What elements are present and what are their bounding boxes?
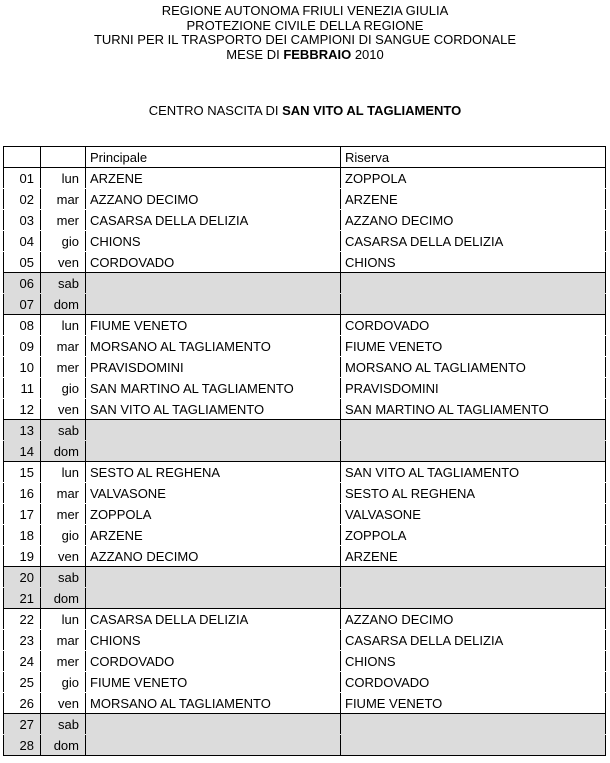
document-header: [0, 4, 610, 62]
cell-weekday: lun: [41, 609, 86, 630]
table-row: [4, 252, 606, 273]
cell-principale: [86, 567, 341, 588]
cell-weekday: sab: [41, 420, 86, 441]
table-row: [4, 231, 606, 252]
cell-weekday: gio: [41, 672, 86, 693]
cell-weekday: ven: [41, 693, 86, 714]
cell-riserva: CHIONS: [341, 252, 606, 273]
cell-day-number: 28: [4, 735, 41, 756]
cell-day-number: 14: [4, 441, 41, 462]
cell-principale: FIUME VENETO: [86, 315, 341, 336]
header-region: REGIONE AUTONOMA FRIULI VENEZIA GIULIA: [161, 3, 449, 18]
cell-principale: SAN MARTINO AL TAGLIAMENTO: [86, 378, 341, 399]
cell-day-number: 20: [4, 567, 41, 588]
cell-day-number: 08: [4, 315, 41, 336]
cell-day-number: 05: [4, 252, 41, 273]
cell-principale: [86, 420, 341, 441]
table-row: [4, 504, 606, 525]
cell-weekday: sab: [41, 273, 86, 294]
birth-center-prefix: CENTRO NASCITA DI: [148, 103, 283, 118]
cell-day-number: 13: [4, 420, 41, 441]
cell-day-number: 02: [4, 189, 41, 210]
table-row: [4, 210, 606, 231]
header-department: PROTEZIONE CIVILE DELLA REGIONE: [186, 17, 424, 33]
cell-day-number: 10: [4, 357, 41, 378]
cell-weekday: sab: [41, 567, 86, 588]
cell-day-number: 17: [4, 504, 41, 525]
cell-principale: PRAVISDOMINI: [86, 357, 341, 378]
cell-principale: [86, 294, 341, 315]
birth-center-title: [0, 103, 610, 118]
cell-weekday: lun: [41, 168, 86, 189]
cell-riserva: VALVASONE: [341, 504, 606, 525]
header-cell-day: [41, 147, 86, 168]
table-row: [4, 378, 606, 399]
cell-day-number: 26: [4, 693, 41, 714]
cell-riserva: [341, 735, 606, 756]
cell-day-number: 21: [4, 588, 41, 609]
cell-principale: [86, 441, 341, 462]
header-month: FEBBRAIO: [283, 46, 352, 62]
table-row: [4, 189, 606, 210]
cell-weekday: ven: [41, 546, 86, 567]
table-header-row: [4, 147, 606, 168]
cell-riserva: FIUME VENETO: [341, 336, 606, 357]
cell-weekday: ven: [41, 399, 86, 420]
cell-weekday: lun: [41, 315, 86, 336]
cell-day-number: 03: [4, 210, 41, 231]
table-row: [4, 651, 606, 672]
cell-riserva: ARZENE: [341, 546, 606, 567]
cell-principale: CHIONS: [86, 630, 341, 651]
cell-principale: [86, 588, 341, 609]
cell-weekday: mer: [41, 357, 86, 378]
cell-principale: CORDOVADO: [86, 651, 341, 672]
table-row: [4, 399, 606, 420]
table-row: [4, 672, 606, 693]
cell-principale: MORSANO AL TAGLIAMENTO: [86, 336, 341, 357]
table-row: [4, 357, 606, 378]
table-row: [4, 420, 606, 441]
cell-day-number: 06: [4, 273, 41, 294]
cell-riserva: CORDOVADO: [341, 315, 606, 336]
cell-day-number: 24: [4, 651, 41, 672]
cell-riserva: [341, 588, 606, 609]
cell-principale: SESTO AL REGHENA: [86, 462, 341, 483]
cell-day-number: 19: [4, 546, 41, 567]
cell-day-number: 16: [4, 483, 41, 504]
table-row: [4, 525, 606, 546]
cell-day-number: 09: [4, 336, 41, 357]
cell-weekday: mar: [41, 189, 86, 210]
cell-weekday: mar: [41, 336, 86, 357]
cell-riserva: SAN VITO AL TAGLIAMENTO: [341, 462, 606, 483]
cell-weekday: mer: [41, 504, 86, 525]
cell-day-number: 15: [4, 462, 41, 483]
table-row: [4, 693, 606, 714]
cell-principale: ZOPPOLA: [86, 504, 341, 525]
cell-principale: AZZANO DECIMO: [86, 546, 341, 567]
header-month-line: [0, 48, 610, 63]
cell-riserva: FIUME VENETO: [341, 693, 606, 714]
cell-riserva: SESTO AL REGHENA: [341, 483, 606, 504]
cell-principale: CASARSA DELLA DELIZIA: [86, 210, 341, 231]
cell-weekday: mer: [41, 210, 86, 231]
header-month-prefix: MESE DI: [226, 46, 284, 62]
cell-principale: CASARSA DELLA DELIZIA: [86, 609, 341, 630]
header-cell-num: [4, 147, 41, 168]
cell-riserva: ZOPPOLA: [341, 525, 606, 546]
table-row: [4, 714, 606, 735]
table-row: [4, 441, 606, 462]
cell-principale: CORDOVADO: [86, 252, 341, 273]
cell-weekday: sab: [41, 714, 86, 735]
table-row: [4, 588, 606, 609]
cell-riserva: AZZANO DECIMO: [341, 210, 606, 231]
cell-riserva: MORSANO AL TAGLIAMENTO: [341, 357, 606, 378]
header-cell-riserva: Riserva: [341, 147, 606, 168]
cell-riserva: SAN MARTINO AL TAGLIAMENTO: [341, 399, 606, 420]
cell-riserva: [341, 273, 606, 294]
cell-riserva: ARZENE: [341, 189, 606, 210]
table-row: [4, 546, 606, 567]
cell-day-number: 04: [4, 231, 41, 252]
header-cell-principale: Principale: [86, 147, 341, 168]
cell-principale: [86, 714, 341, 735]
birth-center-place: SAN VITO AL TAGLIAMENTO: [282, 103, 462, 118]
cell-riserva: CHIONS: [341, 651, 606, 672]
cell-weekday: dom: [41, 294, 86, 315]
cell-weekday: lun: [41, 462, 86, 483]
table-row: [4, 273, 606, 294]
cell-day-number: 18: [4, 525, 41, 546]
shift-table: [3, 146, 606, 756]
cell-riserva: CORDOVADO: [341, 672, 606, 693]
cell-principale: [86, 273, 341, 294]
cell-riserva: AZZANO DECIMO: [341, 609, 606, 630]
cell-weekday: mar: [41, 483, 86, 504]
cell-weekday: dom: [41, 735, 86, 756]
table-row: [4, 168, 606, 189]
cell-riserva: CASARSA DELLA DELIZIA: [341, 630, 606, 651]
table-row: [4, 735, 606, 756]
cell-principale: ARZENE: [86, 525, 341, 546]
table-row: [4, 630, 606, 651]
cell-weekday: gio: [41, 378, 86, 399]
cell-riserva: ZOPPOLA: [341, 168, 606, 189]
cell-principale: SAN VITO AL TAGLIAMENTO: [86, 399, 341, 420]
cell-riserva: CASARSA DELLA DELIZIA: [341, 231, 606, 252]
cell-day-number: 23: [4, 630, 41, 651]
cell-principale: AZZANO DECIMO: [86, 189, 341, 210]
cell-day-number: 01: [4, 168, 41, 189]
cell-day-number: 11: [4, 378, 41, 399]
table-row: [4, 567, 606, 588]
table-row: [4, 462, 606, 483]
table-row: [4, 294, 606, 315]
table-row: [4, 609, 606, 630]
cell-weekday: dom: [41, 441, 86, 462]
table-row: [4, 336, 606, 357]
table-row: [4, 483, 606, 504]
cell-principale: FIUME VENETO: [86, 672, 341, 693]
cell-riserva: [341, 294, 606, 315]
cell-day-number: 27: [4, 714, 41, 735]
cell-riserva: PRAVISDOMINI: [341, 378, 606, 399]
cell-day-number: 12: [4, 399, 41, 420]
cell-principale: VALVASONE: [86, 483, 341, 504]
cell-principale: MORSANO AL TAGLIAMENTO: [86, 693, 341, 714]
cell-riserva: [341, 714, 606, 735]
cell-day-number: 25: [4, 672, 41, 693]
cell-weekday: gio: [41, 231, 86, 252]
cell-principale: [86, 735, 341, 756]
cell-day-number: 07: [4, 294, 41, 315]
cell-weekday: mar: [41, 630, 86, 651]
cell-weekday: mer: [41, 651, 86, 672]
cell-riserva: [341, 441, 606, 462]
cell-weekday: dom: [41, 588, 86, 609]
table-row: [4, 315, 606, 336]
cell-riserva: [341, 567, 606, 588]
cell-riserva: [341, 420, 606, 441]
cell-principale: CHIONS: [86, 231, 341, 252]
cell-weekday: ven: [41, 252, 86, 273]
cell-principale: ARZENE: [86, 168, 341, 189]
cell-day-number: 22: [4, 609, 41, 630]
cell-weekday: gio: [41, 525, 86, 546]
header-title: TURNI PER IL TRASPORTO DEI CAMPIONI DI SANGUE CORDONALE: [93, 32, 517, 47]
header-year: 2010: [351, 46, 384, 62]
